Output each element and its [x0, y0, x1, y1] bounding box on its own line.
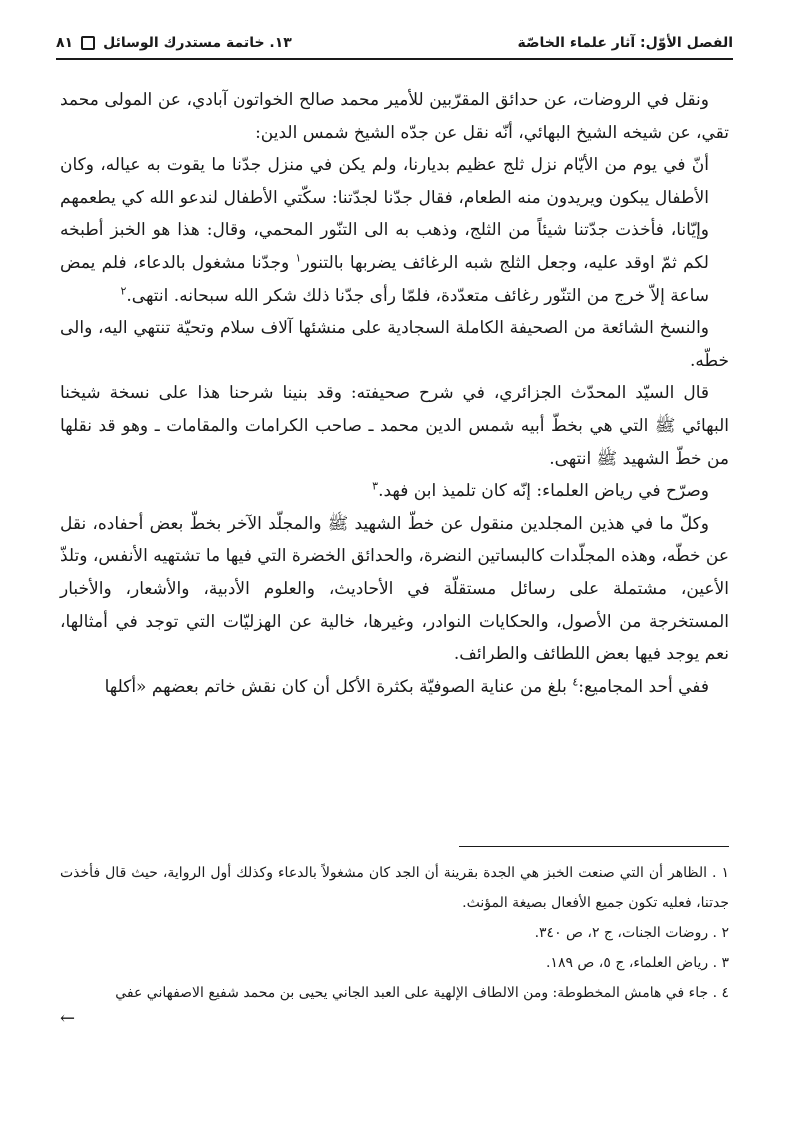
- footnotes: [60, 858, 729, 1030]
- paragraph-7-text-b: بلغ من عناية الصوفيّة بكثرة الأكل أن كان نقش خاتم بعضهم «أكلها: [104, 676, 573, 697]
- footnote-ref-1[interactable]: ١: [295, 251, 302, 265]
- paragraph-4: قال السيّد المحدّث الجزائري، في شرح صحيفته: وقد بنينا شرحنا هذا على نسخة شيخنا البهائي ﷺ التي هي بخطّ أبيه شمس الدين محمد ـ صاحب الكرامات والمقامات ـ وهو قد نقلها من خطّ الشهيد ﷺ انتهى.: [60, 383, 729, 469]
- square-separator-icon: [81, 36, 95, 50]
- header-divider: [56, 58, 733, 60]
- paragraph-6: وكلّ ما في هذين المجلدين منقول عن خطّ الشهيد ﷺ والمجلّد الآخر بخطّ بعض أحفاده، نقل عن خطّه، وهذه المجلّدات كالبساتين النضرة، والحدائق الخضرة التي فيها ما تشتهيه الأنفس، وتلذّ الأعين، مشتملة على رسائل مستقلّة في الأحاديث، والعلوم الأدبية، والأشعار، والأخبار المستخرجة من الأصول، والحكايات النوادر، وغيرها، خالية عن الهزليّات التي توجد في أمثالها، نعم يوجد فيها بعض اللطائف والطرائف.: [60, 513, 729, 665]
- footnote-divider: [459, 846, 729, 847]
- continuation-arrow-icon: ←: [60, 1008, 76, 1029]
- paragraph-5-text: وصرّح في رياض العلماء: إنّه كان تلميذ ابن فهد.: [378, 481, 709, 502]
- footnote-ref-2[interactable]: ٢: [120, 283, 127, 297]
- paragraph-3: والنسخ الشائعة من الصحيفة الكاملة السجادية على منشئها آلاف سلام وتحيّة تنتهي اليه، والى خطّه.: [60, 318, 729, 371]
- footnote-3: ٣ . رياض العلماء، ج ٥، ص ١٨٩.: [545, 955, 729, 971]
- footnote-4: ٤ . جاء في هامش المخطوطة: ومن الالطاف الإلهية على العبد الجاني يحيى بن محمد شفيع الاصفهاني عفي: [115, 985, 729, 1001]
- page-number: ٨١: [56, 35, 74, 51]
- paragraph-2-text: أنّ في يوم من الأيّام نزل ثلج عظيم بديارنا، ولم يكن في منزل جدّنا ما يقوت به عياله، وكان الأطفال يبكون ويريدون منه الطعام، فقال جدّنا لجدّتنا: سكّتي الأطفال لندعو الله كي يطعمهم وإيّانا، فأخذت جدّتنا شيئاً من الثلج، وذهب به الى التنّور المحمي، وقال: هذا هو الخبز أطبخه لكم ثمّ اوقد عليه، وجعل الثلج شبه الرغائف يضربها بالتنور: [60, 155, 709, 273]
- paragraph-1: ونقل في الروضات، عن حدائق المقرّبين للأمير محمد صالح الخواتون آبادي، عن المولى محمد تقي، عن شيخه الشيخ البهائي، أنّه نقل عن جدّه الشيخ شمس الدين:: [60, 90, 729, 143]
- paragraph-2-text-b: وجدّنا مشغول بالدعاء، فلم يمض ساعة إلاّ خرج من التنّور رغائف متعدّدة، فلمّا رأى جدّنا ذلك شكر الله سبحانه. انتهى.: [60, 252, 709, 306]
- paragraph-2-quote: [60, 149, 729, 312]
- running-header: [56, 30, 733, 56]
- footnote-ref-4[interactable]: ٤: [572, 675, 579, 689]
- footnote-2: ٢ . روضات الجنات، ج ٢، ص ٣٤٠.: [534, 925, 729, 941]
- paragraph-7-text-a: ففي أحد المجاميع:: [578, 676, 709, 697]
- footnote-1: ١ . الظاهر أن التي صنعت الخبز هي الجدة بقرينة أن الجد كان مشغولاً بالدعاء وكذلك أول الرواية، حيث قال فأخذت جدتنا، فعليه تكون جميع الأفعال بصيغة المؤنث.: [60, 865, 729, 911]
- chapter-title: الفصل الأوّل: آثار علماء الخاصّة: [517, 35, 733, 51]
- paragraph-7: [60, 671, 729, 704]
- main-text: [60, 84, 729, 703]
- footnote-ref-3[interactable]: ٣: [372, 479, 379, 493]
- volume-title: ١٣. خاتمة مستدرك الوسائل: [103, 35, 292, 51]
- paragraph-5: [60, 475, 729, 508]
